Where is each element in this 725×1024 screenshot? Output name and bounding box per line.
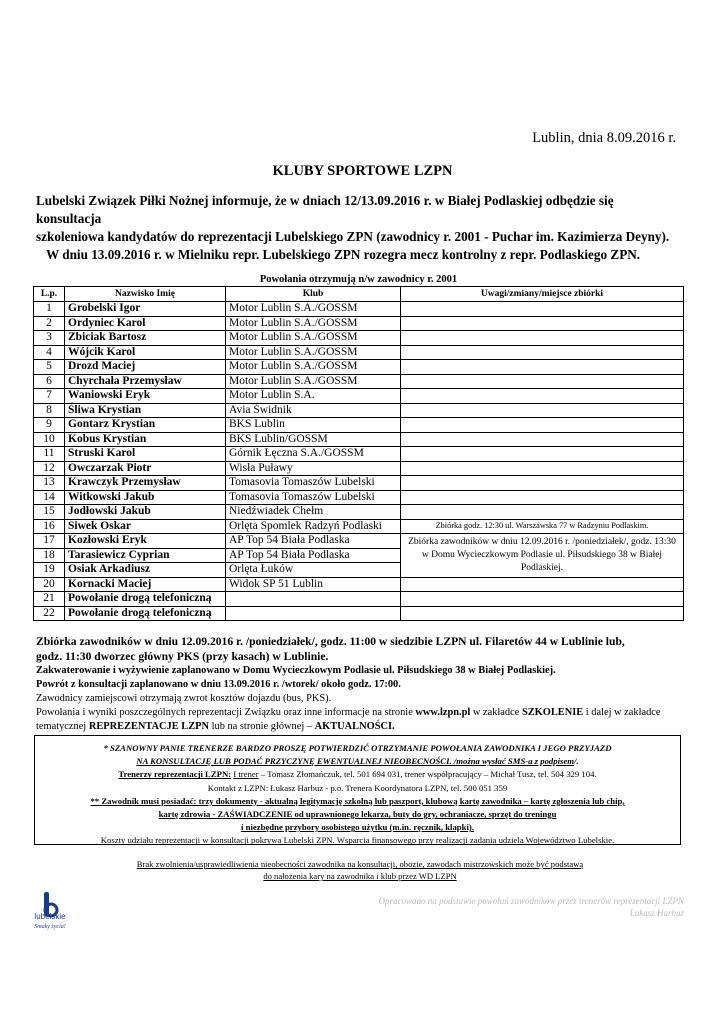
row-lp: 15 [34, 505, 65, 520]
row-lp: 3 [34, 331, 65, 346]
row-name: Kobus Krystian [65, 432, 226, 447]
row-club: Tomasovia Tomaszów Lubelski [226, 490, 401, 505]
table-row [34, 316, 684, 331]
row-club: Orlęta Spomlek Radzyń Podlaski [226, 519, 401, 534]
section-szkolenie: SZKOLENIE [521, 707, 584, 718]
row-lp: 2 [34, 316, 65, 331]
row-name: Krawczyk Przemysław [65, 476, 226, 491]
notice-coaches-label: Trenerzy reprezentacji LZPN: [118, 769, 232, 780]
row-lp: 1 [34, 302, 65, 317]
row-name: Waniowski Eryk [65, 389, 226, 404]
row-club [226, 606, 401, 621]
notice-line-5: ** Zawodnik musi posiadać: trzy dokumenty - aktualną legitymację szkolną lub paszport, klubową kartę zawodnika – kartę zgłoszenia lub chip, [90, 795, 625, 806]
intro-paragraph [36, 192, 681, 264]
notice-line-4: Kontakt z LZPN: Łukasz Harbuz - p.o. Trenera Koordynatora LZPN, tel. 500 051 359 [207, 782, 508, 793]
intro-line-1: Lubelski Związek Piłki Nożnej informuje, że w dniach 12/13.09.2016 r. w Białej Podlaskiej odbędzie się konsultacja [36, 193, 614, 226]
row-name: Witkowski Jakub [65, 490, 226, 505]
table-row [34, 374, 684, 389]
row-name: Gontarz Krystian [65, 418, 226, 433]
row-club: Wisła Puławy [226, 461, 401, 476]
row-name: Osiak Arkadiusz [65, 563, 226, 578]
gather-line-2: godz. 11:30 dworzec główny PKS (przy kasach) w Lublinie. [36, 650, 329, 663]
row-club: AP Top 54 Biała Podlaska [226, 534, 401, 549]
row-club: Motor Lublin S.A./GOSSM [226, 302, 401, 317]
notice-line-2-text: NA KONSULTACJĘ LUB PODAĆ PRZYCZYNĘ EWENTUALNEJ NIEOBECNOŚCI. /można wysłać SMS-a z podpisem [136, 756, 575, 767]
row-note-empty [401, 403, 684, 418]
section-aktualnosci: AKTUALNOŚCI. [314, 721, 395, 732]
row-club: BKS Lublin [226, 418, 401, 433]
row-lp: 9 [34, 418, 65, 433]
header-club: Klub [226, 287, 401, 302]
row-note-empty [401, 302, 684, 317]
document-date: Lublin, dnia 8.09.2016 r. [532, 130, 676, 146]
row-lp: 16 [34, 519, 65, 534]
table-row [34, 577, 684, 592]
row-lp: 12 [34, 461, 65, 476]
row-note-radzyn: Zbiórka godz. 12:30 ul. Warszawska 77 w Radzyniu Podlaskim. [401, 519, 684, 534]
notice-line-6: kartę zdrowia - ZAŚWIADCZENIE od uprawnionego lekarza, buty do gry, ochraniacze, sprzęt do treningu [158, 809, 557, 820]
row-club: BKS Lublin/GOSSM [226, 432, 401, 447]
row-name: Drozd Maciej [65, 360, 226, 375]
table-row [34, 461, 684, 476]
gathering-info [36, 634, 686, 734]
notice-coaches-text: – Tomasz Złomańczuk, tel. 501 694 031, trener współpracujący – Michał Tusz, tel. 504 329 104. [260, 769, 597, 780]
table-row [34, 403, 684, 418]
row-name: Jodłowski Jakub [65, 505, 226, 520]
gather-line-7-text-a: tematycznej [36, 721, 87, 732]
row-name: Struski Karol [65, 447, 226, 462]
row-name: Śliwa Krystian [65, 403, 226, 418]
table-row [34, 592, 684, 607]
row-name: Powołanie drogą telefoniczną [65, 592, 226, 607]
table-row [34, 505, 684, 520]
table-row [34, 360, 684, 375]
row-note-empty [401, 331, 684, 346]
row-note-empty [401, 345, 684, 360]
row-lp: 18 [34, 548, 65, 563]
row-name: Grobelski Igor [65, 302, 226, 317]
header-lp: L.p. [34, 287, 65, 302]
document-title: KLUBY SPORTOWE LZPN [272, 163, 453, 179]
author-line-2: Łukasz Harbuz [629, 908, 684, 918]
row-lp: 20 [34, 577, 65, 592]
row-lp: 4 [34, 345, 65, 360]
row-note-empty [401, 389, 684, 404]
notice-line-3 [35, 768, 680, 781]
row-name: Chyrchała Przemysław [65, 374, 226, 389]
row-name: Siwek Oskar [65, 519, 226, 534]
gather-line-7-text-c: lub na stronie głównej – [211, 721, 313, 732]
row-name: Ordyniec Karol [65, 316, 226, 331]
row-club: Widok SP 51 Lublin [226, 577, 401, 592]
row-lp: 17 [34, 534, 65, 549]
row-club: Motor Lublin S.A./GOSSM [226, 345, 401, 360]
row-lp: 11 [34, 447, 65, 462]
row-note-empty [401, 505, 684, 520]
table-caption: Powołania otrzymują n/w zawodnicy r. 2001 [259, 274, 458, 285]
logo-tagline: Smaky życia! [34, 924, 66, 930]
row-note-empty [401, 374, 684, 389]
gather-line-7 [36, 720, 686, 734]
row-note-empty [401, 360, 684, 375]
table-header-row [34, 287, 684, 302]
table-row [34, 432, 684, 447]
row-lp: 5 [34, 360, 65, 375]
row-lp: 6 [34, 374, 65, 389]
table-row [34, 447, 684, 462]
footer-line-2: do nałożenia kary na zawodnika i klub przez WD LZPN [263, 871, 457, 881]
row-club: Niedźwiadek Chełm [226, 505, 401, 520]
table-row [34, 418, 684, 433]
row-club: Motor Lublin S.A./GOSSM [226, 316, 401, 331]
author-note [340, 895, 684, 919]
gather-line-6-text-a: Powołania i wyniki poszczególnych reprezentacji Związku oraz inne informacje na stronie [36, 707, 413, 718]
squad-table [33, 286, 684, 621]
table-row [34, 345, 684, 360]
row-lp: 21 [34, 592, 65, 607]
notice-line-2-end: /. [574, 756, 579, 767]
notice-first-coach-label: I trener [233, 769, 259, 780]
row-club: Motor Lublin S.A./GOSSM [226, 360, 401, 375]
row-club: AP Top 54 Biała Podlaska [226, 548, 401, 563]
website-link[interactable]: www.lzpn.pl [415, 707, 471, 718]
gather-line-6 [36, 706, 686, 720]
row-club: Motor Lublin S.A./GOSSM [226, 374, 401, 389]
table-row [34, 534, 684, 549]
row-lp: 19 [34, 563, 65, 578]
row-lp: 7 [34, 389, 65, 404]
footer-line-1: Brak zwolnienia/usprawiedliwienia nieobecności zawodnika na konsultacji, obozie, zawodach mistrzowskich może być podstawą [136, 859, 584, 869]
row-club: Motor Lublin S.A. [226, 389, 401, 404]
table-row [34, 490, 684, 505]
coach-notice-box [34, 735, 681, 845]
row-lp: 8 [34, 403, 65, 418]
row-note-empty [401, 418, 684, 433]
gather-line-1: Zbiórka zawodników w dniu 12.09.2016 r. /poniedziałek/, godz. 11:00 w siedzibie LZPN ul. Filaretów 44 w Lublinie lub, [36, 635, 625, 648]
notice-line-7: i niezbędne przybory osobistego użytku (m.in. ręcznik, klapki). [241, 822, 474, 833]
row-name: Powołanie drogą telefoniczną [65, 606, 226, 621]
row-club: Motor Lublin S.A./GOSSM [226, 331, 401, 346]
row-club [226, 592, 401, 607]
table-row [34, 519, 684, 534]
table-row [34, 606, 684, 621]
row-note-empty [401, 490, 684, 505]
table-row [34, 331, 684, 346]
notice-line-8: Koszty udziału reprezentacji w konsultacji pokrywa Lubelski ZPN. Wsparcia finansowego przy realizacji zadania udziela Województwo Lubelskie. [100, 835, 615, 846]
table-row [34, 476, 684, 491]
intro-line-2: szkoleniowa kandydatów do reprezentacji Lubelskiego ZPN (zawodnicy r. 2001 - Puchar im. Kazimierza Deyny). [36, 229, 670, 244]
section-reprezentacje: REPREZENTACJE LZPN [88, 721, 209, 732]
intro-line-3: W dniu 13.09.2016 r. w Mielniku repr. Lubelskiego ZPN rozegra mecz kontrolny z repr. Podlaskiego ZPN. [46, 247, 641, 262]
row-note-empty [401, 461, 684, 476]
gather-line-5: Zawodnicy zamiejscowi otrzymają zwrot kosztów dojazdu (bus, PKS). [36, 693, 332, 704]
row-note-empty [401, 316, 684, 331]
row-name: Wójcik Karol [65, 345, 226, 360]
row-lp: 22 [34, 606, 65, 621]
row-name: Owczarzak Piotr [65, 461, 226, 476]
row-club: Górnik Łęczna S.A./GOSSM [226, 447, 401, 462]
row-note-empty [401, 606, 684, 621]
header-name: Nazwisko Imię [65, 287, 226, 302]
row-club: Avia Świdnik [226, 403, 401, 418]
gather-line-6-text-e: i dalej w zakładce [585, 707, 661, 718]
table-row [34, 302, 684, 317]
row-note-empty [401, 447, 684, 462]
row-note-empty [401, 577, 684, 592]
logo-text: lubelskie [34, 912, 66, 921]
row-note-biala: Zbiórka zawodników w dniu 12.09.2016 r. /poniedziałek/, godz. 13:30 w Domu Wycieczkowym Podlasie ul. Piłsudskiego 38 w Białej Podlaskiej. [401, 534, 684, 578]
notice-line-2 [35, 755, 680, 768]
author-line-1: Opracowano na podstawie powołań zawodników przez trenerów reprezentacji LZPN [378, 896, 684, 906]
footer-note [60, 858, 660, 882]
row-note-empty [401, 432, 684, 447]
gather-line-4: Powrót z konsultacji zaplanowano w dniu 13.09.2016 r. /wtorek/ około godz. 17:00. [36, 679, 401, 690]
row-lp: 13 [34, 476, 65, 491]
table-body [34, 302, 684, 621]
gather-line-6-text-c: w zakładce [472, 707, 520, 718]
header-notes: Uwagi/zmiany/miejsce zbiórki [401, 287, 684, 302]
notice-line-1: * SZANOWNY PANIE TRENERZE BARDZO PROSZĘ POTWIERDZIĆ OTRZYMANIE POWOŁANIA ZAWODNIKA I JEGO PRZYJAZD [103, 743, 612, 753]
row-name: Zbiciak Bartosz [65, 331, 226, 346]
row-lp: 10 [34, 432, 65, 447]
row-note-empty [401, 476, 684, 491]
row-club: Tomasovia Tomaszów Lubelski [226, 476, 401, 491]
row-name: Kozłowski Eryk [65, 534, 226, 549]
row-club: Orlęta Łuków [226, 563, 401, 578]
row-note-empty [401, 592, 684, 607]
row-name: Tarasiewicz Cyprian [65, 548, 226, 563]
row-lp: 14 [34, 490, 65, 505]
table-row [34, 389, 684, 404]
gather-line-3: Zakwaterowanie i wyżywienie zaplanowano w Domu Wycieczkowym Podlasie ul. Piłsudskiego 38 w Białej Podlaskiej. [36, 665, 556, 676]
row-name: Kornacki Maciej [65, 577, 226, 592]
